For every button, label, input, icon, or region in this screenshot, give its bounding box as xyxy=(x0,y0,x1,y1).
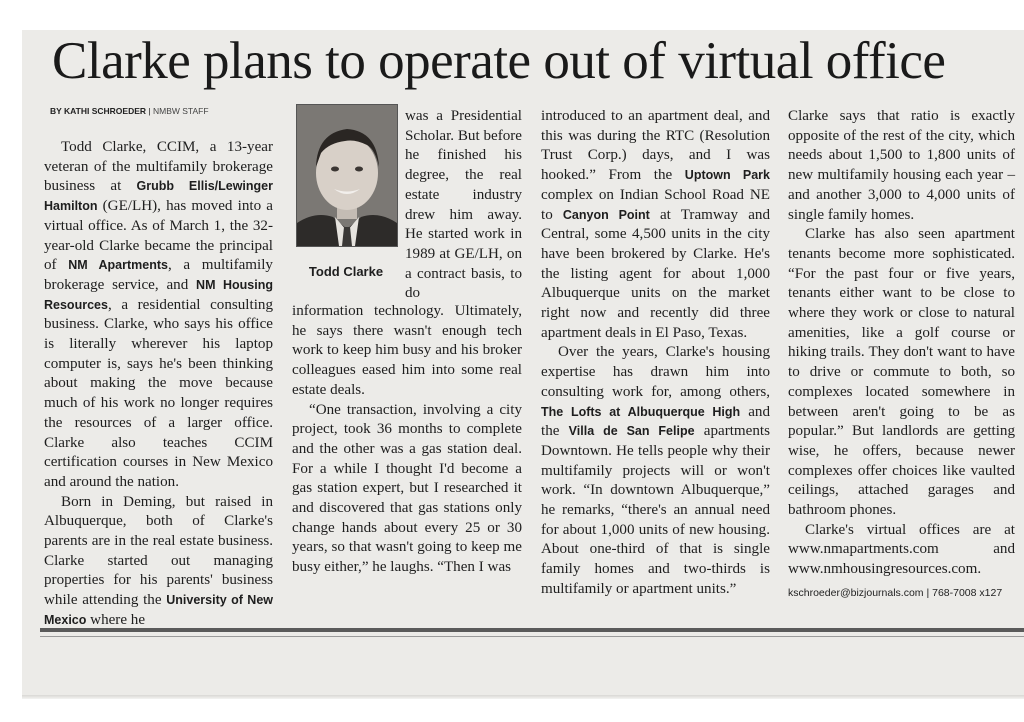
paragraph: Todd Clarke, CCIM, a 13-year veteran of the multifamily brokerage business at Grubb Ellis/Lewinger Hamilton (GE/LH), has moved into a virtual office. As of March 1, the 32-year-old Clarke became the principal of NM Apartments, a multifamily brokerage service, and NM Housing Resources, a residential consulting business. Clarke, who says his office is literally wherever his laptop computer is, says he's been thinking about making the move because much of his work no longer requires the resources of a larger office. Clarke also teaches CCIM certification courses in New Mexico and around the nation. xyxy=(44,139,273,490)
paragraph: Clarke has also seen apartment tenants become more sophisticated. “For the past four or five years, tenants either want to be close to where they work or close to natural amenities, like a golf course or hiking trails. They don't want to have to drive or commute to both, so complexes located somewhere in between aren't going to be as popular.” But landlords are getting wise, he offers, because newer complexes offer choices like vaulted ceilings, attached garages and bathroom phones. xyxy=(788,226,1015,519)
company-name: Grubb Ellis/Lewinger Hamilton xyxy=(44,179,273,214)
page-edge xyxy=(22,695,1024,699)
column-4 xyxy=(788,107,1015,604)
school-name: University of New Mexico xyxy=(44,593,273,627)
column-1 xyxy=(44,138,273,631)
headline: Clarke plans to operate out of virtual office xyxy=(52,32,946,90)
paragraph: was a Presidential Scholar. But before he finished his degree, the real estate industry drew him away. He started work in 1989 at GE/LH, on a contract basis, to do xyxy=(405,108,522,302)
paragraph: Over the years, Clarke's housing expertise has drawn him into consulting work for, among others, The Lofts at Albuquerque High and the Villa de San Felipe apartments Downtown. He tells people why their multifamily projects will or won't work. “In downtown Albuquerque,” he remarks, “there's an annual need for about 1,000 units of new housing. About one-third of that is single family homes and two-thirds is multifamily or apartment units.” xyxy=(541,344,770,597)
author-contact: kschroeder@bizjournals.com | 768-7008 x127 xyxy=(788,586,1003,599)
portrait-photo xyxy=(296,104,398,247)
byline-separator: | xyxy=(146,106,153,116)
page-divider-thin xyxy=(40,636,1024,637)
paragraph: Clarke says that ratio is exactly opposite of the rest of the city, which needs about 1,500 to 1,800 units of new multifamily housing each year – and another 3,000 to 4,000 units of single family homes. xyxy=(788,108,1015,223)
page-divider xyxy=(40,628,1024,632)
byline xyxy=(50,106,209,116)
byline-staff: NMBW STAFF xyxy=(152,106,209,116)
property-name: The Lofts at Albuquerque High xyxy=(541,404,741,419)
property-name: Uptown Park xyxy=(684,168,770,183)
property-name: Villa de San Felipe xyxy=(568,424,695,439)
column-2 xyxy=(292,302,522,578)
paragraph: Born in Deming, but raised in Albuquerque, both of Clarke's parents are in the real estate business. Clarke started out managing properties for his parents' business while attending the University of New Mexico where he xyxy=(44,493,273,628)
portrait-image xyxy=(297,105,397,246)
column-3 xyxy=(541,107,770,600)
company-name: NM Housing Resources xyxy=(44,277,273,312)
byline-author: BY KATHI SCHROEDER xyxy=(50,106,147,116)
company-name: NM Apartments xyxy=(68,258,168,273)
photo-caption: Todd Clarke xyxy=(308,264,384,279)
paragraph: “One transaction, involving a city project, took 36 months to complete and the other was a gas station deal. For a while I thought I'd become a gas station expert, but I researched it and discovered that gas stations only change hands about every 25 or 30 years, so that wasn't going to keep me busy either,” he laughs. “Then I was xyxy=(292,401,522,576)
property-name: Canyon Point xyxy=(562,207,650,222)
column-2-narrow xyxy=(405,107,522,304)
paragraph: Clarke's virtual offices are at www.nmapartments.com and www.nmhousingresources.com. xyxy=(788,521,1015,578)
paragraph: information technology. Ultimately, he says there wasn't enough tech work to keep him busy and his broker colleagues eased him into some real estate deals. xyxy=(292,303,522,398)
paragraph: introduced to an apartment deal, and this was during the RTC (Resolution Trust Corp.) days, and I was hooked.” From the Uptown Park complex on Indian School Road NE to Canyon Point at Tramway and Central, some 4,500 units in the city have been brokered by Clarke. He's the listing agent for about 1,000 Albuquerque units on the market right now and recently did three apartment deals in El Paso, Texas. xyxy=(541,108,770,341)
